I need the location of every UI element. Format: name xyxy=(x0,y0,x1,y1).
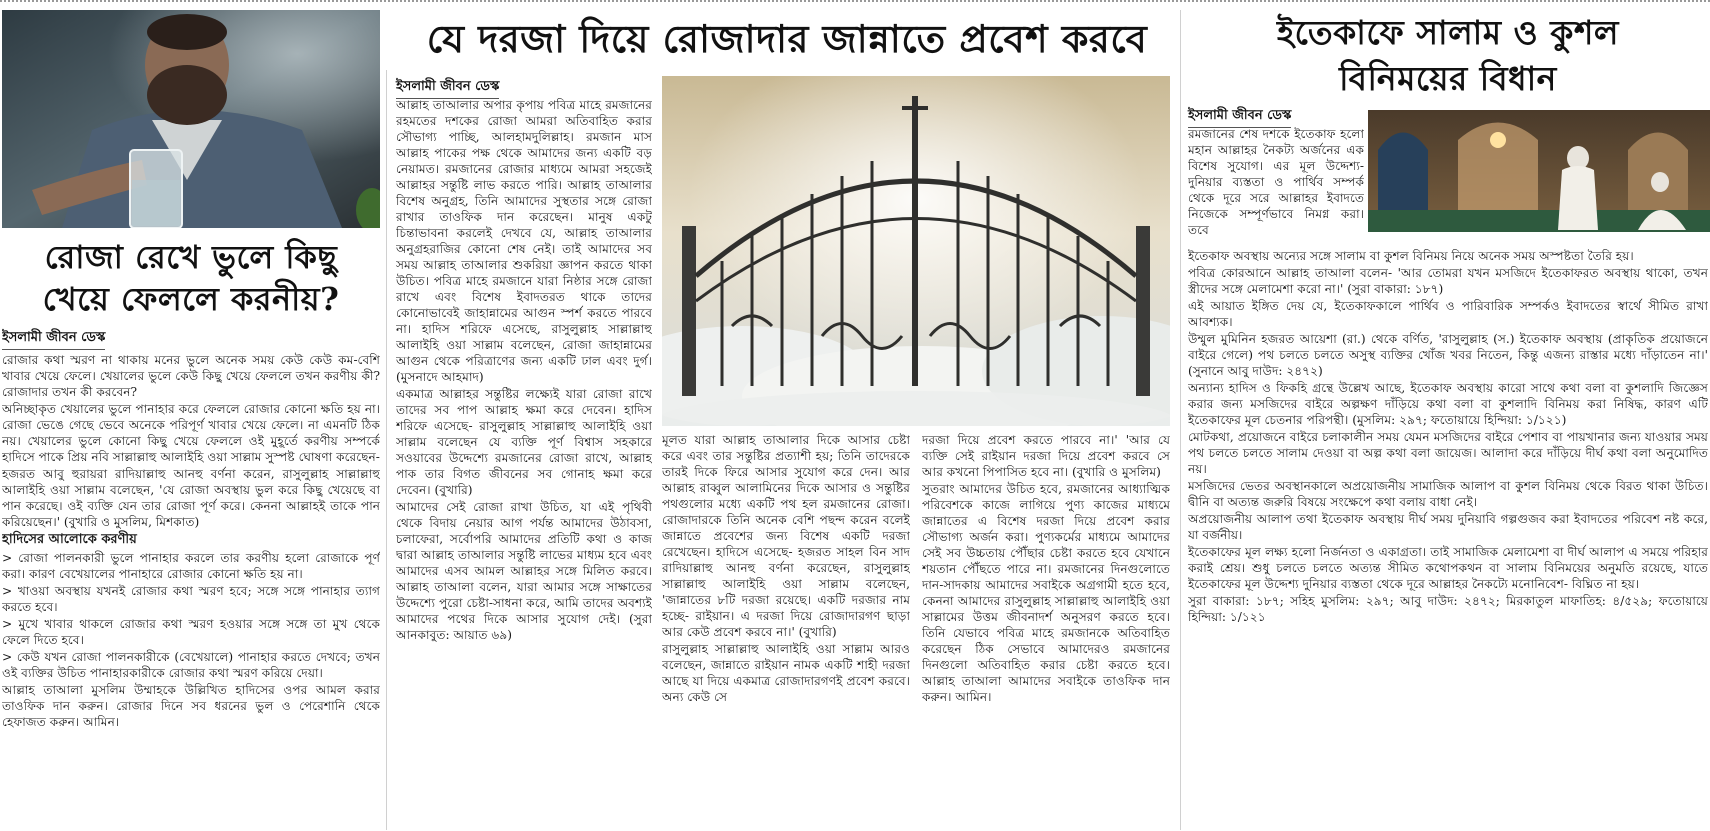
center-paragraph: সুতরাং আমাদের উচিত হবে, রমজানের আধ্যাত্মিক পরিবেশকে কাজে লাগিয়ে পুণ্য কাজের মাধ্যমে জান্নাতের এ বিশেষ দরজা দিয়ে প্রবেশ করার সৌভাগ্য অর্জন করা। পুণ্যকর্মের মাধ্যমে আমাদের সেই সব উচ্চতায় পৌঁছার চেষ্টা করতে হবে যেখানে শয়তান পৌঁছতে পারে না। রমজানের দিনগুলোতে দান-সাদকায় আমাদের সবাইকে অগ্রগামী হতে হবে, কেননা আমাদের রাসুলুল্লাহ সাল্লাল্লাহু আলাইহি ওয়া সাল্লামের উত্তম জীবনাদর্শ অনুসরণ করতে হবে। তিনি যেভাবে পবিত্র মাহে রমজানকে অতিবাহিত করেছেন ঠিক সেভাবে আমাদেরও রমজানের দিনগুলো অতিবাহিত করার চেষ্টা করতে হবে। আল্লাহ তাআলা আমাদের সবাইকে তাওফিক দান করুন। আমিন। xyxy=(922,482,1170,704)
right-paragraph: অপ্রয়োজনীয় আলাপ তথা ইতেকাফ অবস্থায় দীর্ঘ সময় দুনিয়াবি গল্পগুজব করা ইবাদতের পরিবেশ নষ্ট করে, যা বর্জনীয়। xyxy=(1188,512,1708,542)
left-article-text xyxy=(2,352,380,730)
center-paragraph: একমাত্র আল্লাহর সন্তুষ্টির লক্ষ্যেই যারা রোজা রাখে তাদের সব পাপ আল্লাহ ক্ষমা করে দেবেন। হাদিস শরিফে এসেছে- রাসুলুল্লাহ সাল্লাল্লাহু আলাইহি ওয়া সাল্লাম বলেছেন যে ব্যক্তি পূর্ণ বিশ্বাস সহকারে সওয়াবের উদ্দেশ্যে রমজানের রোজা রাখে, আল্লাহ পাক তার বিগত জীবনের সব গোনাহ ক্ষমা করে দেবেন। (বুখারি) xyxy=(396,387,652,497)
right-headline-line1: ইতেকাফে সালাম ও কুশল xyxy=(1276,13,1620,52)
heaven-gate-photo xyxy=(662,76,1170,426)
center-headline: যে দরজা দিয়ে রোজাদার জান্নাতে প্রবেশ করবে xyxy=(426,16,1148,61)
column-divider xyxy=(386,70,387,830)
center-paragraph: রাসুলুল্লাহ সাল্লাল্লাহু আলাইহি ওয়া সাল্লাম আরও বলেছেন, জান্নাতে রাইয়ান নামক একটি শাহী দরজা আছে যা দিয়ে একমাত্র রোজাদারগণই প্রবেশ করবে। অন্য কেউ সে xyxy=(662,642,910,704)
center-paragraph: দরজা দিয়ে প্রবেশ করতে পারবে না।' 'আর যে ব্যক্তি সেই রাইয়ান দরজা দিয়ে প্রবেশ করবে সে আর কখনো পিপাসিত হবে না। (বুখারি ও মুসলিম) xyxy=(922,433,1170,479)
center-column-2 xyxy=(662,432,910,831)
right-paragraph: উম্মুল মুমিনিন হজরত আয়েশা (রা.) থেকে বর্ণিত, 'রাসুলুল্লাহ (স.) ইতেকাফ অবস্থায় (প্রাকৃতিক প্রয়োজনে বাইরে গেলে) পথ চলতে চলতে অসুস্থ ব্যক্তির খোঁজ খবর নিতেন, কিন্তু এজন্য রাস্তার মধ্যে দাঁড়াতেন না।' (সুনানে আবু দাউদ: ২৪৭২) xyxy=(1188,332,1708,378)
right-paragraph: অন্যান্য হাদিস ও ফিকহি গ্রন্থে উল্লেখ আছে, ইতেকাফ অবস্থায় কারো সাথে কথা বলা বা কুশলাদি জিজ্ঞেস করার জন্য মসজিদের বাইরে অল্পক্ষণ দাঁড়িয়ে কথা বলা বা কুশলাদি বিনিময় করা নিষিদ্ধ, কারণ এটি ইতেকাফের মূল চেতনার পরিপন্থী। (মুসলিম: ২৯৭; ফতোয়ায়ে হিন্দিয়া: ১/১২১) xyxy=(1188,381,1708,427)
left-paragraph: রোজার কথা স্মরণ না থাকায় মনের ভুলে অনেক সময় কেউ কেউ কম-বেশি খাবার খেয়ে ফেলে। খেয়ালের ভুলে কেউ কিছু খেয়ে ফেললে তখন করণীয় কী? রোজাদার তখন কী করবেন? xyxy=(2,353,380,399)
man-drinking-water-photo xyxy=(2,10,380,228)
gate-illustration xyxy=(662,76,1170,426)
mosque-illustration xyxy=(1368,110,1710,232)
left-byline: ইসলামী জীবন ডেস্ক xyxy=(2,328,105,350)
left-bullet: > কেউ যখন রোজা পালনকারীকে (বেখেয়ালে) পানাহার করতে দেখবে; তখন ওই ব্যক্তির উচিত পানাহারকারীকে রোজার কথা স্মরণ করিয়ে দেয়া। xyxy=(2,650,380,680)
right-paragraph: ইতেকাফ অবস্থায় অন্যের সঙ্গে সালাম বা কুশল বিনিময় নিয়ে অনেক সময় অস্পষ্টতা তৈরি হয়। xyxy=(1188,249,1634,263)
center-column-1 xyxy=(396,97,652,831)
center-headline-box xyxy=(392,10,1182,72)
column-divider xyxy=(1180,10,1181,830)
left-bullet: > রোজা পালনকারী ভুলে পানাহার করলে তার করণীয় হলো রোজাকে পূর্ণ করা। কারণ বেখেয়ালের পানাহারে রোজার কোনো ক্ষতি হয় না। xyxy=(2,551,380,581)
right-headline-box xyxy=(1186,10,1710,102)
left-bullet: > খাওয়া অবস্থায় যখনই রোজার কথা স্মরণ হবে; সঙ্গে সঙ্গে পানাহার ত্যাগ করতে হবে। xyxy=(2,584,380,614)
center-paragraph: মূলত যারা আল্লাহ তাআলার দিকে আসার চেষ্টা করে এবং তার সন্তুষ্টির প্রত্যাশী হয়; তিনি তাদেরকে তারই দিকে ফিরে আসার সুযোগ করে দেন। আর আল্লাহ রাব্বুল আলামিনের দিকে আসার ও সন্তুষ্টির পথগুলোর মধ্যে একটি পথ হল রমজানের রোজা। রোজাদারকে তিনি অনেক বেশি পছন্দ করেন বলেই জান্নাতে প্রবেশের জন্য বিশেষ একটি দরজা রেখেছেন। হাদিসে এসেছে- হজরত সাহল বিন সাদ রাদিয়াল্লাহু আনহু বর্ণনা করেছেন, রাসুলুল্লাহ সাল্লাল্লাহু আলাইহি ওয়া সাল্লাম বলেছেন, 'জান্নাতের ৮টি দরজা রয়েছে। একটি দরজার নাম হচ্ছে- রাইয়ান। এ দরজা দিয়ে রোজাদারগণ ছাড়া আর কেউ প্রবেশ করবে না।' (বুখারি) xyxy=(662,433,910,639)
right-references: সুরা বাকারা: ১৮৭; সহিহ মুসলিম: ২৯৭; আবু দাউদ: ২৪৭২; মিরকাতুল মাফাতিহ: ৪/৫২৯; ফতোয়ায়ে হিন্দিয়া: ১/১২১ xyxy=(1188,594,1708,624)
right-paragraph: পবিত্র কোরআনে আল্লাহ তাআলা বলেন- 'আর তোমরা যখন মসজিদে ইতেকাফরত অবস্থায় থাকো, তখন স্ত্রীদের সঙ্গে মেলামেশা করো না।' (সুরা বাকারা: ১৮৭) xyxy=(1188,266,1708,296)
left-body xyxy=(2,326,380,831)
center-column-3 xyxy=(922,432,1170,831)
right-headline-line2: বিনিময়ের বিধান xyxy=(1339,59,1557,98)
left-paragraph: হজরত আবু হুরায়রা রাদিয়াল্লাহু আনহু বর্ণনা করেন, রাসুলুল্লাহ সাল্লাল্লাহু আলাইহি ওয়া সাল্লাম বলেছেন, 'যে রোজা অবস্থায় ভুল করে কিছু খেয়েছে বা পান করেছে। ওই ব্যক্তি যেন তার রোজা পূর্ণ করে। কেননা আল্লাহই তাকে পান করিয়েছেন।' (বুখারি ও মুসলিম, মিশকাত) xyxy=(2,467,380,529)
mosque-prayer-photo xyxy=(1368,110,1710,232)
left-paragraph: অনিচ্ছাকৃত খেয়ালের ভুলে পানাহার করে ফেললে রোজার কোনো ক্ষতি হয় না। রোজা ভেঙে গেছে ভেবে অনেকে পরিপূর্ণ খাবার খেয়ে ফেলে। না এমনটি ঠিক নয়। খেয়ালের ভুলে কোনো কিছু খেয়ে ফেললে ওই মুহূর্তে করণীয় সম্পর্কে হাদিসে পাকে প্রিয় নবি সাল্লাল্লাহু আলাইহি ওয়া সাল্লাম সুস্পষ্ট ঘোষণা করেছেন- xyxy=(2,402,380,464)
right-paragraph: ইতেকাফের মূল লক্ষ্য হলো নির্জনতা ও একাগ্রতা। তাই সামাজিক মেলামেশা বা দীর্ঘ আলাপ এ সময়ে পরিহার করাই শ্রেয়। শুধু চলতে চলতে অত্যন্ত সীমিত কথোপকথন বা সালাম বিনিময়ের অনুমতি রয়েছে, যাতে ইতেকাফের মূল উদ্দেশ্য দুনিয়ার ব্যস্ততা থেকে দূরে আল্লাহর নৈকট্যে মনোনিবেশ- বিঘ্নিত না হয়। xyxy=(1188,545,1708,591)
left-headline: রোজা রেখে ভুলে কিছু খেয়ে ফেললে করনীয়? xyxy=(42,238,340,318)
center-byline: ইসলামী জীবন ডেস্ক xyxy=(396,77,499,99)
right-paragraph: মোটকথা, প্রয়োজনে বাইরে চলাকালীন সময় যেমন মসজিদের বাইরে পেশাব বা পায়খানার জন্য যাওয়ার সময় পথ চলতে চলতে সালাম দেওয়া বা অল্প কথা বলা জায়েজ। আলাদা করে দাঁড়িয়ে দীর্ঘ কথা বলা অনুমোদিত নয়। xyxy=(1188,430,1708,476)
right-paragraph: মসজিদের ভেতর অবস্থানকালে অপ্রয়োজনীয় সামাজিক আলাপ বা কুশল বিনিময় থেকে বিরত থাকা উচিত। দ্বীনি বা অত্যন্ত জরুরি বিষয়ে সংক্ষেপে কথা বলায় বাধা নেই। xyxy=(1188,479,1708,509)
right-body xyxy=(1188,248,1708,831)
photo-illustration xyxy=(2,10,380,228)
right-paragraph: এই আয়াত ইঙ্গিত দেয় যে, ইতেকাফকালে পার্থিব ও পারিবারিক সম্পর্কও ইবাদতের স্বার্থে সীমিত রাখা আবশ্যক। xyxy=(1188,299,1708,329)
left-subhead: হাদিসের আলোকে করণীয় xyxy=(2,532,137,547)
right-byline: ইসলামী জীবন ডেস্ক xyxy=(1188,106,1291,128)
center-paragraph: আমাদের সেই রোজা রাখা উচিত, যা এই পৃথিবী থেকে বিদায় নেয়ার আগ পর্যন্ত আমাদের উঠাবসা, চলাফেরা, সর্বোপরি আমাদের প্রতিটি কথা ও কাজ দ্বারা আল্লাহ তাআলার সন্তুষ্টি লাভের মাধ্যম হবে এবং আমাদের এসব আমল আল্লাহর সঙ্গে মিলিত করবে। আল্লাহ তাআলা বলেন, যারা আমার সঙ্গে সাক্ষাতের উদ্দেশ্যে পুরো চেষ্টা-সাধনা করে, আমি তাদের অবশ্যই আমাদের পথের দিকে আসার সুযোগ দেই। (সুরা আনকাবুত: আয়াত ৬৯) xyxy=(396,500,652,642)
left-closing: আল্লাহ তাআলা মুসলিম উম্মাহকে উল্লিখিত হাদিসের ওপর আমল করার তাওফিক দান করুন। রোজার দিনে সব ধরনের ভুল ও পেরেশানি থেকে হেফাজত করুন। আমিন। xyxy=(2,683,380,729)
center-paragraph: আল্লাহ তাআলার অপার কৃপায় পবিত্র মাহে রমজানের রহমতের দশকের রোজা আমরা অতিবাহিত করার সৌভাগ্য পাচ্ছি, আলহামদুলিল্লাহ। রমজান মাস আল্লাহ পাকের পক্ষ থেকে আমাদের জন্য একটি বড় নেয়ামত। রমজানের রোজার মাধ্যমে আমরা সহজেই আল্লাহর সন্তুষ্টি লাভ করতে পারি। আল্লাহ তাআলার বিশেষ অনুগ্রহ, তিনি আমাদের সুস্থতার সঙ্গে রোজা রাখার তাওফিক দান করেছেন। মানুষ একটু চিন্তাভাবনা করলেই দেখবে যে, আল্লাহ তাআলার অনুগ্রহরাজির কোনো শেষ নেই। তাই আমাদের সব সময় আল্লাহ তাআলার শুকরিয়া জ্ঞাপন করতে থাকা উচিত। পবিত্র মাহে রমজানে যারা নিষ্ঠার সঙ্গে রোজা রাখে এবং বিশেষ ইবাদতরত থাকে তাদের কোনোভাবেই জাহান্নামের আগুন স্পর্শ করতে পারবে না। হাদিস শরিফে এসেছে, রাসুলুল্লাহ সাল্লাল্লাহু আলাইহি ওয়া সাল্লাম বলেছেন, রোজা জাহান্নামের আগুন থেকে পরিত্রাণের জন্য একটি ঢাল এবং দুর্গ। (মুসনাদে আহমাদ) xyxy=(396,98,652,384)
left-headline-box xyxy=(2,236,380,326)
right-intro-text: রমজানের শেষ দশকে ইতেকাফ হলো মহান আল্লাহর নৈকট্য অর্জনের এক বিশেষ সুযোগ। এর মূল উদ্দেশ্য- দুনিয়ার ব্যস্ততা ও পার্থিব সম্পর্ক থেকে দূরে সরে আল্লাহর ইবাদতে নিজেকে সম্পূর্ণভাবে নিমগ্ন করা। তবে xyxy=(1188,127,1364,237)
top-dotted-border xyxy=(0,0,1710,5)
right-intro xyxy=(1188,126,1364,248)
left-bullet: > মুখে খাবার থাকলে রোজার কথা স্মরণ হওয়ার সঙ্গে সঙ্গে তা মুখ থেকে ফেলে দিতে হবে। xyxy=(2,617,380,647)
